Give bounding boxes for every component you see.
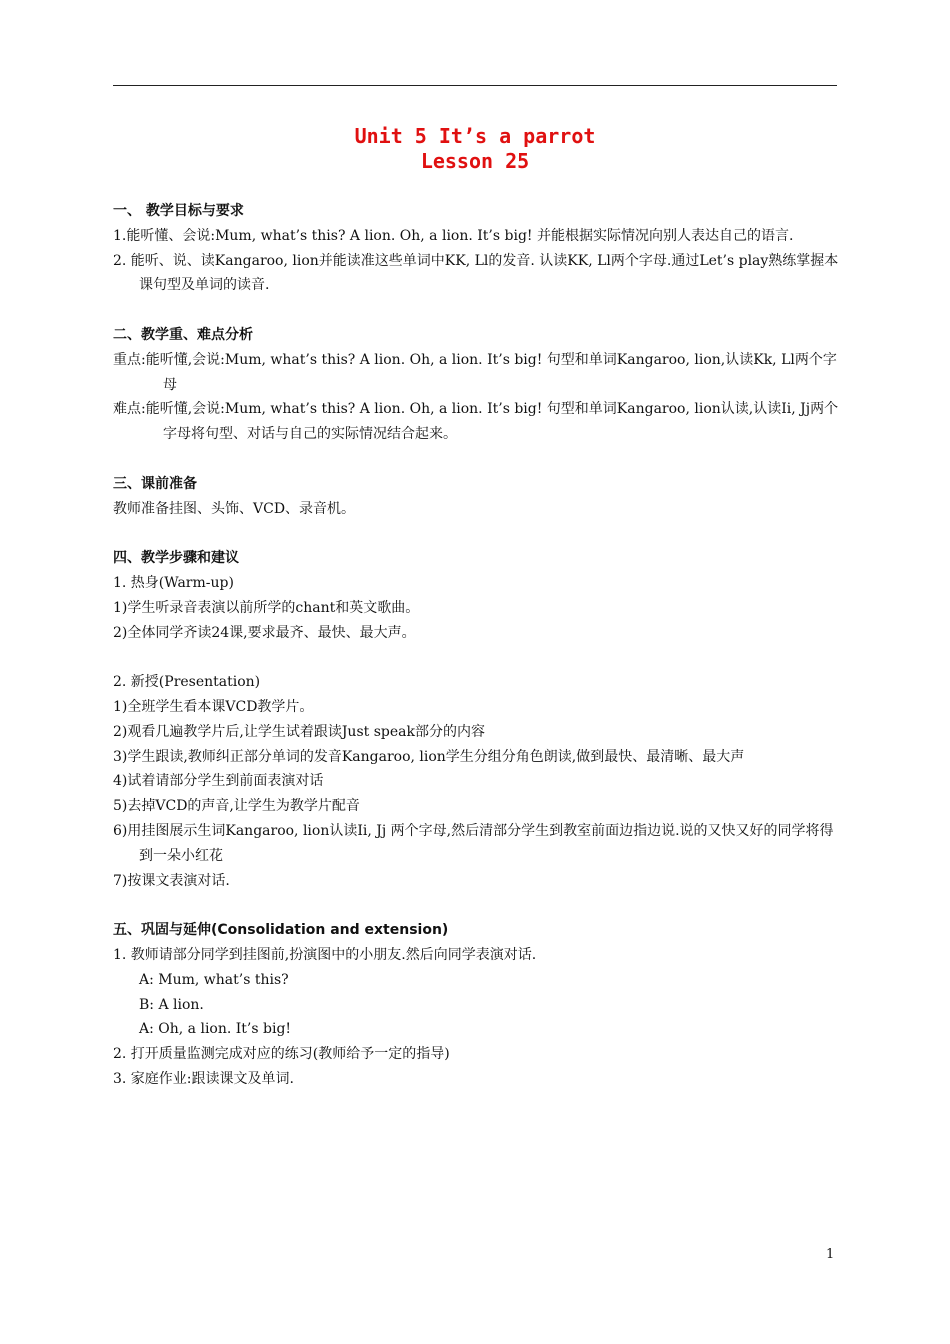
page-number: 1 xyxy=(826,1247,835,1262)
list-item: 2)观看几遍教学片后,让学生试着跟读Just speak部分的内容 xyxy=(113,723,485,740)
list-item: 难点:能听懂,会说:Mum, what’s this? A lion. Oh, a lion. It’s big! 句型和单词Kangaroo, lion认读,认读Ii, Jj两个字母将句型、对话与自己的实际情况结合起来。 xyxy=(113,401,839,443)
unit-title: Unit 5 It’s a parrot xyxy=(354,124,596,148)
list-item: 2. 能听、说、读Kangaroo, lion并能读准这些单词中KK, Ll的发音. 认读KK, Ll两个字母.通过Let’s play熟练掌握本课句型及单词的读音. xyxy=(113,252,839,294)
list-item: 重点:能听懂,会说:Mum, what’s this? A lion. Oh, a lion. It’s big! 句型和单词Kangaroo, lion,认读Kk, Ll两个字母 xyxy=(113,351,837,393)
list-item: 6)用挂图展示生词Kangaroo, lion认读Ii, Jj 两个字母,然后清部分学生到教室前面边指边说.说的又快又好的同学将得到一朵小红花 xyxy=(113,822,834,864)
section-heading-preparation: 三、课前准备 xyxy=(113,475,197,492)
subsection-title-warmup: 1. 热身(Warm-up) xyxy=(113,574,234,591)
dialogue-line: B: A lion. xyxy=(139,996,204,1013)
lesson-title: Lesson 25 xyxy=(420,149,530,173)
list-item: 2. 打开质量监测完成对应的练习(教师给予一定的指导) xyxy=(113,1046,450,1063)
header-rule xyxy=(113,85,837,86)
dialogue-line: A: Mum, what’s this? xyxy=(139,971,289,988)
subsection-title-presentation: 2. 新授(Presentation) xyxy=(113,674,261,691)
document-body xyxy=(113,199,839,1092)
list-item: 1)全班学生看本课VCD教学片。 xyxy=(113,698,314,715)
list-item: 3)学生跟读,教师纠正部分单词的发音Kangaroo, lion学生分组分角色朗读,做到最快、最清晰、最大声 xyxy=(113,748,745,765)
list-item: 1. 教师请部分同学到挂图前,扮演图中的小朋友.然后向同学表演对话. xyxy=(113,946,537,963)
list-item: 5)去掉VCD的声音,让学生为教学片配音 xyxy=(113,798,360,815)
list-item: 4)试着请部分学生到前面表演对话 xyxy=(113,773,324,790)
list-item: 7)按课文表演对话. xyxy=(113,872,230,889)
section-heading-steps: 四、教学步骤和建议 xyxy=(113,550,239,567)
section-heading-key-points: 二、教学重、难点分析 xyxy=(113,326,253,343)
list-item: 1.能听懂、会说:Mum, what’s this? A lion. Oh, a lion. It’s big! 并能根据实际情况向别人表达自己的语言. xyxy=(113,227,794,244)
section-heading-consolidation: 五、巩固与延伸(Consolidation and extension) xyxy=(113,922,449,939)
section-heading-objectives: 一、 教学目标与要求 xyxy=(113,203,244,219)
dialogue-line: A: Oh, a lion. It’s big! xyxy=(139,1021,292,1038)
list-item: 2)全体同学齐读24课,要求最齐、最快、最大声。 xyxy=(113,624,416,641)
list-item: 3. 家庭作业:跟读课文及单词. xyxy=(113,1070,294,1087)
list-item: 教师准备挂图、头饰、VCD、录音机。 xyxy=(113,500,356,517)
list-item: 1)学生听录音表演以前所学的chant和英文歌曲。 xyxy=(113,599,420,616)
